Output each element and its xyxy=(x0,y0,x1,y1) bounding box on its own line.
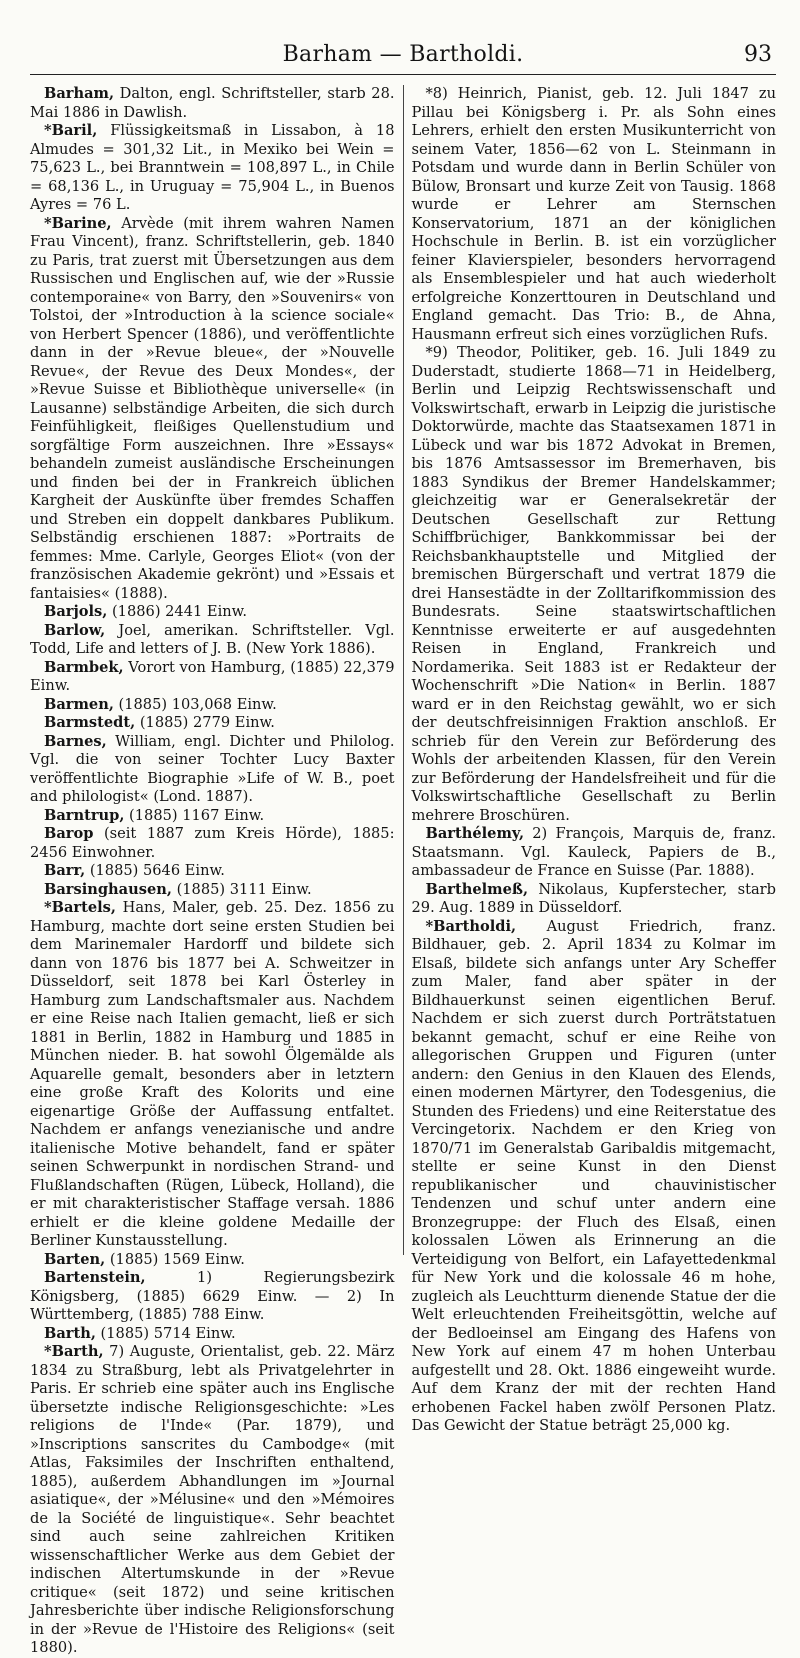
dictionary-entry xyxy=(30,603,395,622)
entry-headword: Barham, xyxy=(44,85,115,102)
entry-headword: Barr, xyxy=(44,862,86,879)
dictionary-entry xyxy=(30,1269,395,1325)
entry-headword: *Bartholdi, xyxy=(425,917,517,935)
running-head: Barham — Bartholdi. xyxy=(282,42,524,67)
dictionary-entry xyxy=(412,85,777,344)
dictionary-entry xyxy=(412,825,777,881)
entry-headword: Barmen, xyxy=(44,695,114,713)
entry-text: 7) Auguste, Orientalist, geb. 22. März 1834 zu Straßburg, lebt als Privatgelehrter in Paris. Er schrieb eine später auch ins Englische übersetzte indische Religionsgeschichte: »Les religions de l'Inde« (Par. 1879), und »Inscriptions sanscrites du Cambodge« (mit Atlas, Faksimiles der Inschriften enthaltend, 1885), außerdem Abhandlungen im »Journal asiatique«, der »Mélusine« und den »Mémoires de la Société de linguistique«. Sehr beachtet sind auch seine zahlreichen Kritiken wissenschaftlicher Werke aus dem Gebiet der indischen Altertumskunde in der »Revue critique« (seit 1872) und seine kritischen Jahresberichte über indische Religionsforschung in der »Revue de l'Histoire des Religions« (seit 1880). xyxy=(30,1343,395,1656)
dictionary-entry xyxy=(30,696,395,715)
entry-text: Nikolaus, Kupferstecher, starb 29. Aug. 1889 in Düsseldorf. xyxy=(411,880,776,916)
entry-text: 2) François, Marquis de, franz. Staatsmann. Vgl. Kauleck, Papiers de B., ambassadeur de France en Suisse (Par. 1888). xyxy=(411,825,776,879)
page-number: 93 xyxy=(744,42,772,67)
entry-text: Arvède (mit ihrem wahren Namen Frau Vincent), franz. Schriftstellerin, geb. 1840 zu Paris, trat zuerst mit Übersetzungen aus dem Russischen und Englischen auf, wie der »Russie contemporaine« von Barry, den »Souvenirs« von Tolstoi, der »Introduction à la science sociale« von Herbert Spencer (1886), und veröffentlichte dann in der »Revue bleue«, der »Nouvelle Revue«, der Revue des Deux Mondes«, der »Revue Suisse et Bibliothèque universelle« (in Lausanne) selbständige Arbeiten, die sich durch Feinfühligkeit, fleißiges Quellenstudium und sorgfältige Form auszeichnen. Ihre »Essays« behandeln zumeist ausländische Erscheinungen und finden bei der in Frankreich üblichen Kargheit der Auskünfte über fremdes Schaffen und Streben ein doppelt dankbares Publikum. Selbständig erschienen 1887: »Portraits de femmes: Mme. Carlyle, Georges Eliot« (von der französischen Akademie gekrönt) und »Essais et fantaisies« (1888). xyxy=(30,214,395,602)
dictionary-entry xyxy=(30,714,395,733)
entry-text: *9) Theodor, Politiker, geb. 16. Juli 1849 zu Duderstadt, studierte 1868—71 in Heidelberg, Berlin und Leipzig Rechtswissenschaft und Volkswirtschaft, erwarb in Leipzig die juristische Doktorwürde, machte das Staatsexamen 1871 in Lübeck und war bis 1872 Advokat in Bremen, bis 1876 Amtsassessor im Bremerhaven, bis 1883 Syndikus der Bremer Handelskammer; gleichzeitig war er Generalsekretär der Deutschen Gesellschaft zur Rettung Schiffbrüchiger, Bankkommissar bei der Reichsbankhauptstelle und Mitglied der bremischen Bürgerschaft und vertrat 1879 die drei Hansestädte in der Zolltarifkommission des Bundesrats. Seine staatswirtschaftlichen Kenntnisse erweiterte er auf ausgedehnten Reisen in England, Frankreich und Nordamerika. Seit 1883 ist er Redakteur der Wochenschrift »Die Nation« in Berlin. 1887 ward er in den Reichstag gewählt, wo er sich der deutschfreisinnigen Fraktion anschloß. Er schrieb für den Verein zur Beförderung des Wohls der arbeitenden Klassen, für den Verein zur Beförderung der Handelsfreiheit und für die Volkswirtschaftliche Gesellschaft zu Berlin mehrere Broschüren. xyxy=(411,344,776,824)
dictionary-entry xyxy=(30,807,395,826)
entry-headword: Barthélemy, xyxy=(425,825,525,842)
entry-headword: Barth, xyxy=(44,1324,96,1342)
dictionary-entry xyxy=(30,122,395,215)
entry-headword: *Baril, xyxy=(44,122,98,139)
entry-text: (1885) 2779 Einw. xyxy=(135,714,275,731)
entry-text: 1) Regierungsbezirk Königsberg, (1885) 6629 Einw. — 2) In Württemberg, (1885) 788 Einw. xyxy=(30,1269,395,1323)
entry-headword: Barnes, xyxy=(44,732,107,750)
entry-text: August Friedrich, franz. Bildhauer, geb. 2. April 1834 zu Kolmar im Elsaß, bildete sich anfangs unter Ary Scheffer zum Maler, fand aber später in der Bildhauerkunst seinen eigentlichen Beruf. Nachdem er sich zuerst durch Porträtstatuen bekannt gemacht, schuf er eine Reihe von allegorischen Gruppen und Figuren (unter andern: den Genius in den Klauen des Elends, einen modernen Märtyrer, den Todesgenius, die Stunden des Friedens) und eine Reiterstatue des Vercingetorix. Nachdem er den Krieg von 1870/71 im Generalstab Garibaldis mitgemacht, stellte er seine Kunst in den Dienst republikanischer und chauvinistischer Tendenzen und schuf unter andern eine Bronzegruppe: der Fluch des Elsaß, einen kolossalen Löwen als Erinnerung an die Verteidigung von Belfort, ein Lafayettedenkmal für New York und die kolossale 46 m hohe, zugleich als Leuchtturm dienende Statue der die Welt erleuchtenden Freiheitsgöttin, welche auf der Bedloeinsel am Eingang des Hafens von New York auf einem 47 m hohen Unterbau aufgestellt und 28. Okt. 1886 eingeweiht wurde. Auf dem Kranz der mit der rechten Hand erhobenen Fackel haben zwölf Personen Platz. Das Gewicht der Statue beträgt 25,000 kg. xyxy=(411,917,776,1434)
dictionary-entry xyxy=(412,344,777,825)
dictionary-entry xyxy=(30,622,395,659)
entry-headword: Barntrup, xyxy=(44,806,125,824)
entry-text: Dalton, engl. Schriftsteller, starb 28. Mai 1886 in Dawlish. xyxy=(30,85,395,121)
dictionary-entry xyxy=(30,881,395,900)
entry-headword: *Bartels, xyxy=(44,899,116,916)
entry-headword: Barthelmeß, xyxy=(425,880,529,898)
entry-text: William, engl. Dichter und Philolog. Vgl. die von seiner Tochter Lucy Baxter veröffentlichte Biographie »Life of W. B., poet and philologist« (Lond. 1887). xyxy=(30,732,395,805)
entry-text: (1885) 103,068 Einw. xyxy=(113,695,277,713)
dictionary-entry xyxy=(412,881,777,918)
entry-headword: Barsinghausen, xyxy=(44,880,172,898)
dictionary-entry xyxy=(412,918,777,1436)
dictionary-entry xyxy=(30,659,395,696)
dictionary-entry xyxy=(30,899,395,1251)
entry-headword: Barmstedt, xyxy=(44,714,136,731)
entry-text: Hans, Maler, geb. 25. Dez. 1856 zu Hamburg, machte dort seine ersten Studien bei dem Marinemaler Hardorff und bildete sich dann von 1876 bis 1877 bei A. Schweitzer in Düsseldorf, seit 1878 bei Karl Österley in Hamburg zum Landschaftsmaler aus. Nachdem er eine Reise nach Italien gemacht, ließ er sich 1881 in Berlin, 1882 in Hamburg und 1885 in München nieder. B. hat sowohl Ölgemälde als Aquarelle gemalt, besonders aber in letztern eine große Kraft des Kolorits und eine eigenartige Größe der Auffassung entfaltet. Nachdem er anfangs venezianische und andre italienische Motive behandelt, fand er später seinen Schwerpunkt in nordischen Strand- und Flußlandschaften (Rügen, Lübeck, Holland), die er mit charakteristischer Staffage versah. 1886 erhielt er die kleine goldene Medaille der Berliner Kunstausstellung. xyxy=(30,899,395,1249)
dictionary-entry xyxy=(30,825,395,862)
left-column xyxy=(30,85,403,1656)
dictionary-entry xyxy=(30,215,395,604)
page-header xyxy=(30,40,776,75)
entry-text: *8) Heinrich, Pianist, geb. 12. Juli 1847 zu Pillau bei Königsberg i. Pr. als Sohn eines Lehrers, erhielt den ersten Musikunterricht von seinem Vater, 1856—62 von L. Steinmann in Potsdam und wurde dann in Berlin Schüler von Bülow, Bronsart und kurze Zeit von Tausig. 1868 wurde er Lehrer am Sternschen Konservatorium, 1871 an der königlichen Hochschule in Berlin. B. ist ein vorzüglicher feiner Klavierspieler, besonders hervorragend als Ensemblespieler und hat auch wiederholt erfolgreiche Konzerttouren in Deutschland und England gemacht. Das Trio: B., de Ahna, Hausmann erfreut sich eines vorzüglichen Rufs. xyxy=(411,85,776,343)
entry-headword: Barten, xyxy=(44,1250,106,1268)
right-column xyxy=(403,85,777,1434)
entry-headword: Barjols, xyxy=(44,603,108,620)
entry-text: (1886) 2441 Einw. xyxy=(107,603,248,620)
dictionary-entry xyxy=(30,1343,395,1658)
entry-headword: *Barth, xyxy=(44,1343,104,1360)
entry-text: Joel, amerikan. Schriftsteller. Vgl. Todd, Life and letters of J. B. (New York 1886). xyxy=(30,621,395,657)
entry-headword: Barlow, xyxy=(44,621,106,639)
entry-text: (seit 1887 zum Kreis Hörde), 1885: 2456 Einwohner. xyxy=(30,825,395,861)
entry-text: Flüssigkeitsmaß in Lissabon, à 18 Almudes = 301,32 Lit., in Mexiko bei Wein = 75,623 L., bei Branntwein = 108,897 L., in Chile = 68,136 L., in Uruguay = 75,904 L., in Buenos Ayres = 76 L. xyxy=(30,122,395,213)
entry-text: (1885) 1167 Einw. xyxy=(124,806,265,824)
text-columns xyxy=(30,85,776,1656)
entry-headword: *Barine, xyxy=(44,214,112,232)
dictionary-entry xyxy=(30,862,395,881)
entry-text: (1885) 5646 Einw. xyxy=(85,862,225,879)
dictionary-entry xyxy=(30,1251,395,1270)
entry-text: (1885) 3111 Einw. xyxy=(171,880,312,898)
entry-headword: Barmbek, xyxy=(44,658,124,676)
entry-headword: Barop xyxy=(44,825,94,842)
dictionary-entry xyxy=(30,1325,395,1344)
dictionary-entry xyxy=(30,85,395,122)
dictionary-entry xyxy=(30,733,395,807)
entry-text: Vorort von Hamburg, (1885) 22,379 Einw. xyxy=(30,658,395,694)
entry-text: (1885) 1569 Einw. xyxy=(105,1250,245,1268)
entry-headword: Bartenstein, xyxy=(44,1269,146,1286)
entry-text: (1885) 5714 Einw. xyxy=(95,1324,236,1342)
